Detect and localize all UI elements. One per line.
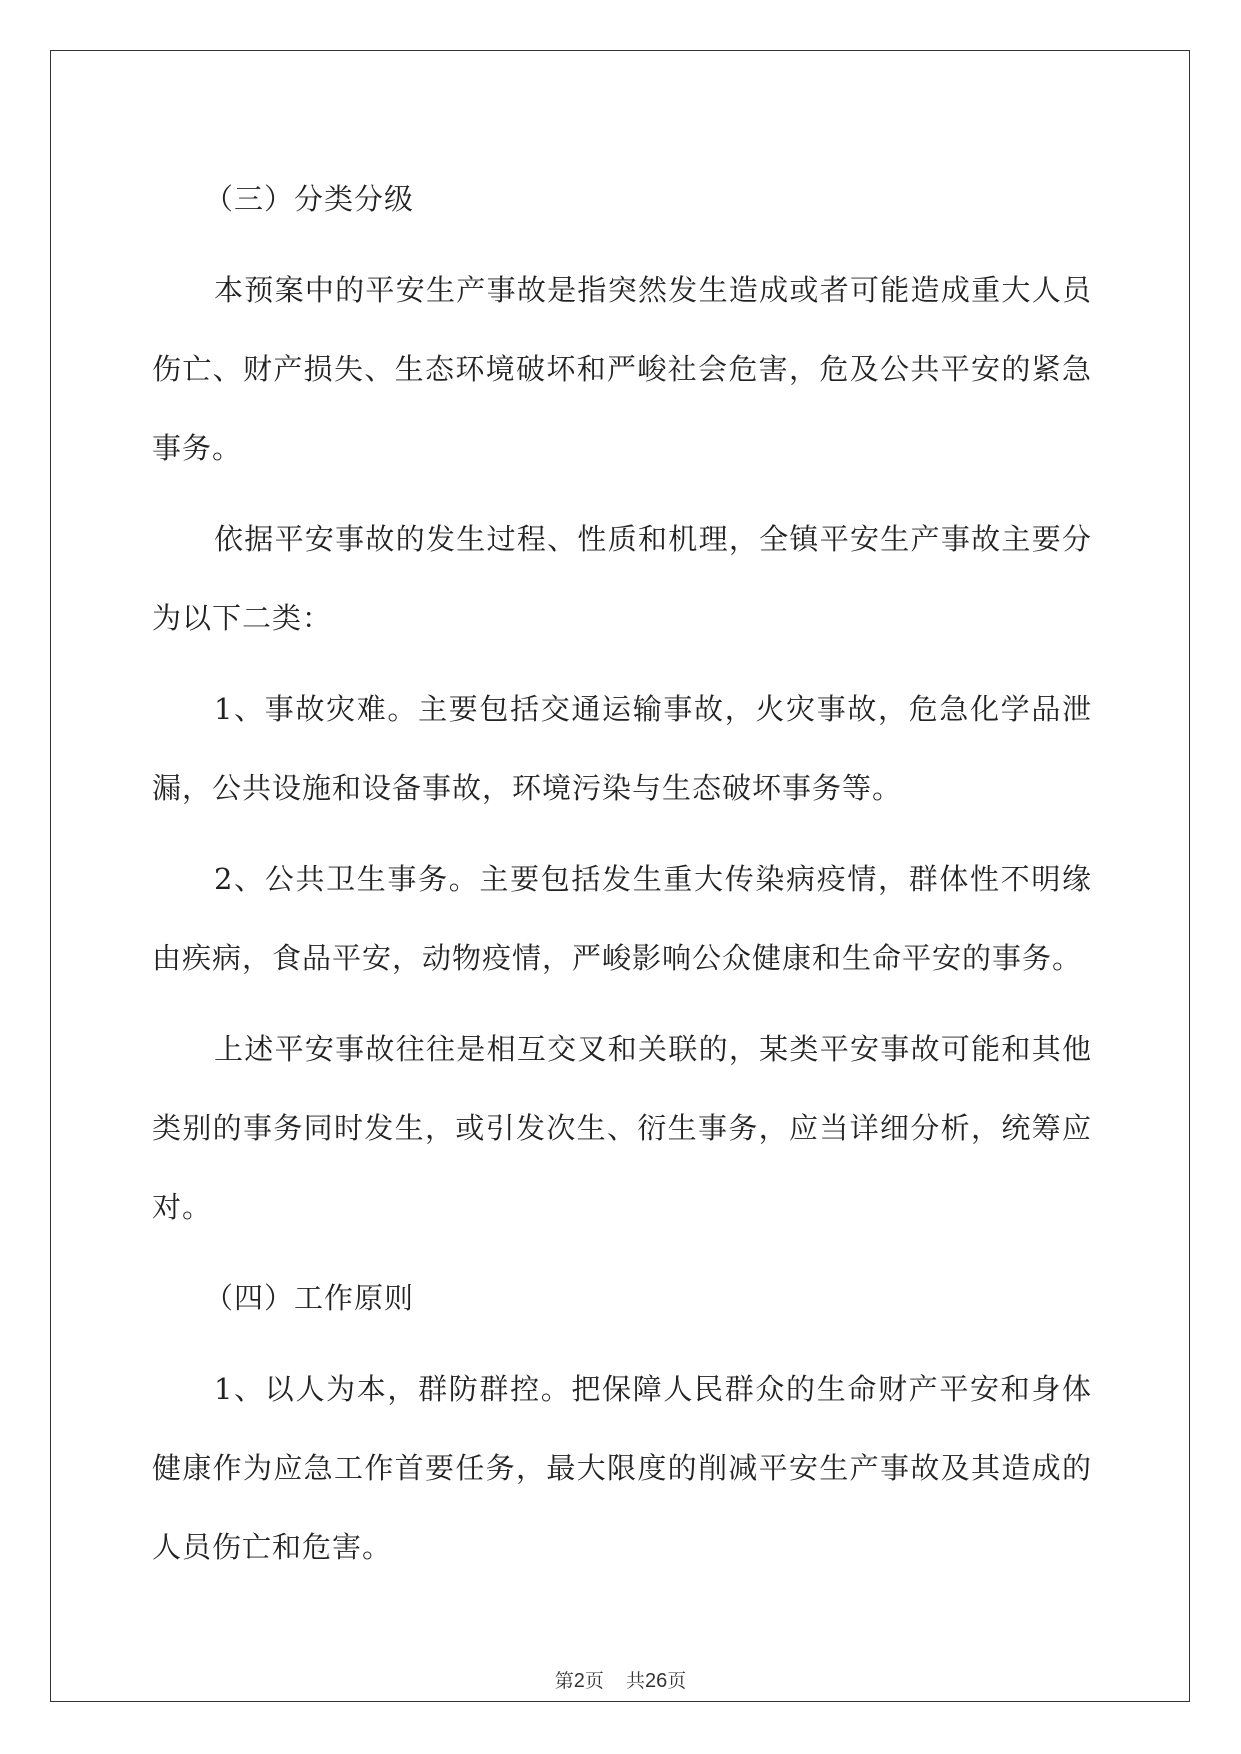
paragraph-people-first: 1、以人为本，群防群控。把保障人民群众的生命财产平安和身体健康作为应急工作首要任务，最大限度的削减平安生产事故及其造成的人员伤亡和危害。 xyxy=(152,1372,1092,1564)
page-prefix: 第 xyxy=(554,1670,574,1692)
paragraph-accident-disaster: 1、事故灾难。主要包括交通运输事故，火灾事故，危急化学品泄漏，公共设施和设备事故，环境污染与生态破坏事务等。 xyxy=(152,692,1092,805)
paragraph-definition: 本预案中的平安生产事故是指突然发生造成或者可能造成重大人员伤亡、财产损失、生态环境破坏和严峻社会危害，危及公共平安的紧急事务。 xyxy=(152,273,1092,465)
total-suffix: 页 xyxy=(667,1670,687,1692)
paragraph-categories-intro: 依据平安事故的发生过程、性质和机理，全镇平安生产事故主要分为以下二类： xyxy=(152,522,1092,635)
section-heading-principles: （四）工作原则 xyxy=(204,1281,415,1315)
total-pages: 26 xyxy=(644,1670,668,1692)
paragraph-public-health: 2、公共卫生事务。主要包括发生重大传染病疫情，群体性不明缘由疾病，食品平安，动物疫情，严峻影响公众健康和生命平安的事务。 xyxy=(152,862,1092,975)
page-footer xyxy=(0,1666,1241,1693)
document-body xyxy=(152,160,1092,1599)
paragraph-interrelation: 上述平安事故往往是相互交叉和关联的，某类平安事故可能和其他类别的事务同时发生，或引发次生、衍生事务，应当详细分析，统筹应对。 xyxy=(152,1032,1092,1224)
page-number: 2 xyxy=(573,1670,585,1692)
total-prefix: 共 xyxy=(625,1670,645,1692)
page-suffix: 页 xyxy=(584,1670,604,1692)
section-heading-classification: （三）分类分级 xyxy=(204,182,415,216)
